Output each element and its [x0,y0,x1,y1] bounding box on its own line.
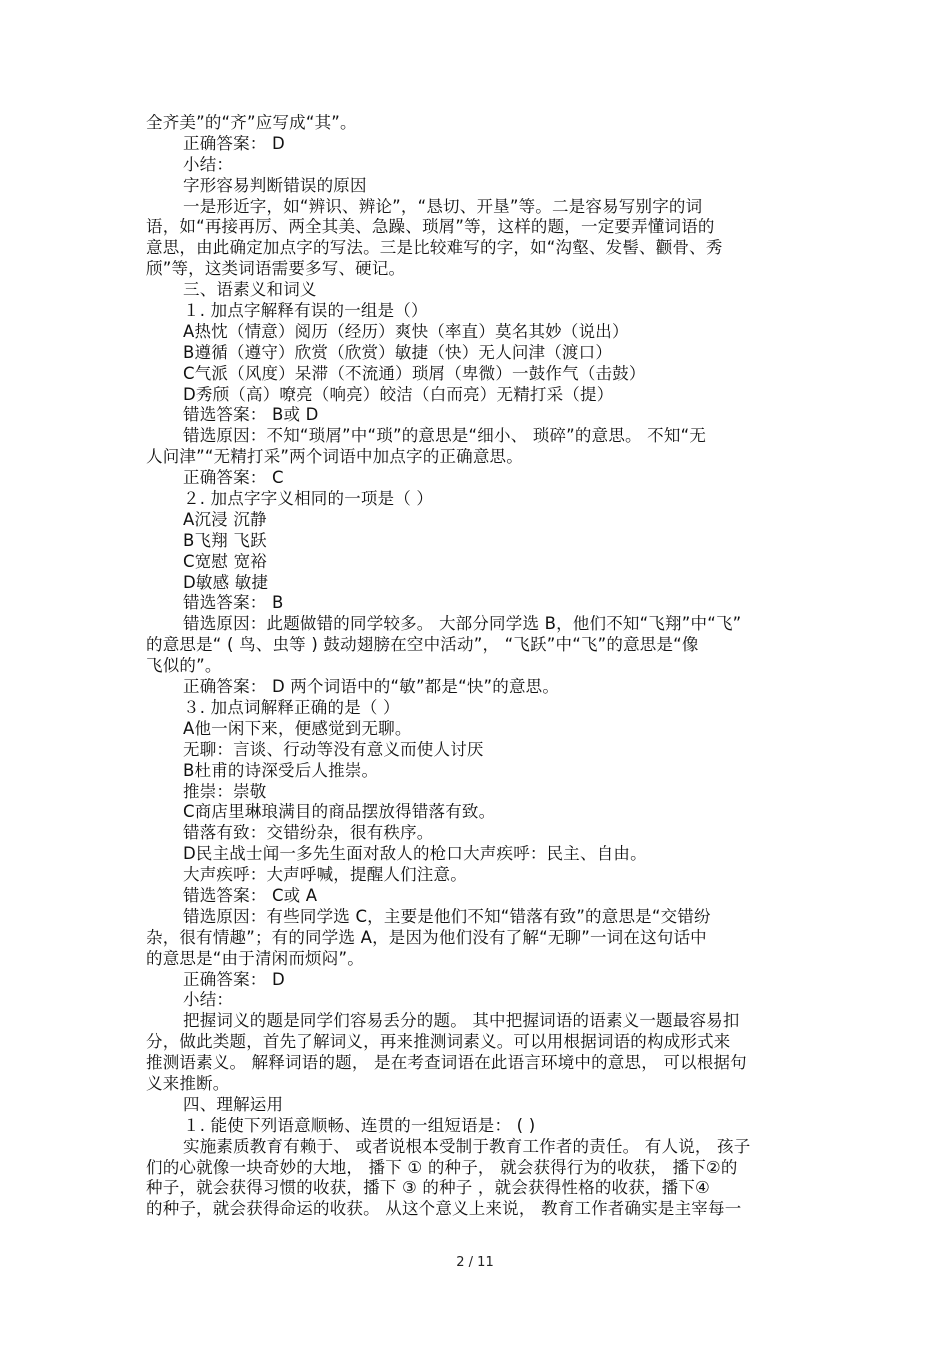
text-line: 分，做此类题，首先了解词义，再来推测词素义。可以用根据词语的构成形式来 [146,1032,731,1052]
text-line: 小结： [183,990,234,1010]
text-line: 错选原因：有些同学选 C，主要是他们不知“错落有致”的意思是“交错纷 [183,906,711,926]
text-line: 实施素质教育有赖于、 或者说根本受制于教育工作者的责任。 有人说， 孩子 [183,1136,751,1156]
option-line: D民主战士闻一多先生面对敌人的枪口大声疾呼：民主、自由。 [183,844,647,864]
text-line: 人问津”“无精打采”两个词语中加点字的正确意思。 [146,447,523,467]
text-line: 义来推断。 [146,1073,230,1093]
section-heading: 四、理解运用 [183,1094,284,1114]
option-line: B飞翔 飞跃 [183,530,267,550]
option-line: A热忱（情意）阅历（经历）爽快（率直）莫名其妙（说出） [183,321,629,341]
option-line: A沉浸 沉静 [183,509,267,529]
text-line: 杂，很有情趣”；有的同学选 A，是因为他们没有了解“无聊”一词在这句话中 [146,927,707,947]
text-line: 飞似的”。 [146,656,222,676]
text-line: 大声疾呼：大声呼喊，提醒人们注意。 [183,865,467,885]
text-line: 错选原因：此题做错的同学较多。 大部分同学选 B，他们不知“飞翔”中“飞” [183,614,742,634]
text-line: 正确答案： D [183,133,285,153]
option-line: C宽慰 宽裕 [183,551,267,571]
text-line: 颀”等，这类词语需要多写、硬记。 [146,259,406,279]
correct-answer-line: 正确答案： D 两个词语中的“敏”都是“快”的意思。 [183,677,560,697]
option-line: B遵循（遵守）欣赏（欣赏）敏捷（快）无人问津（渡口） [183,342,613,362]
option-line: D敏感 敏捷 [183,572,269,592]
text-line: 意思，由此确定加点字的写法。三是比较难写的字，如“沟壑、发髻、颧骨、秀 [146,238,723,258]
document-body [146,113,816,1220]
text-line: 们的心就像一块奇妙的大地， 播下 ① 的种子， 就会获得行为的收获， 播下②的 [146,1157,738,1177]
text-line: 全齐美”的“齐”应写成“其”。 [146,113,357,132]
question-stem: ３. 加点词解释正确的是（ ） [183,697,400,717]
text-line: 种子，就会获得习惯的收获，播下 ③ 的种子 ，就会获得性格的收获，播下④ [146,1178,711,1198]
text-line: 一是形近字，如“辨识、辨论”，“恳切、开垦”等。二是容易写别字的词 [183,196,703,216]
question-stem: ２. 加点字字义相同的一项是（ ） [183,489,434,509]
option-line: C气派（风度）呆滞（不流通）琐屑（卑微）一鼓作气（击鼓） [183,363,646,383]
text-line: 无聊：言谈、行动等没有意义而使人讨厌 [183,739,484,759]
wrong-answer-line: 错选答案： C或 A [183,885,318,905]
text-line: 的种子，就会获得命运的收获。 从这个意义上来说， 教育工作者确实是主宰每一 [146,1199,742,1219]
correct-answer-line: 正确答案： C [183,468,284,488]
page-number: 2 / 11 [456,1255,494,1270]
question-stem: １. 能使下列语意顺畅、连贯的一组短语是： ( ) [183,1115,536,1135]
wrong-answer-line: 错选答案： B或 D [183,405,319,425]
text-line: 字形容易判断错误的原因 [183,175,367,195]
text-line: 的意思是“ ( 鸟、虫等 ) 鼓动翅膀在空中活动”， “飞跃”中“飞”的意思是“像 [146,635,699,655]
correct-answer-line: 正确答案： D [183,969,285,989]
text-line: 语，如“再接再厉、两全其美、急躁、琐屑”等，这样的题，一定要弄懂词语的 [146,217,715,237]
text-line: 推崇：崇敬 [183,781,267,801]
text-line: 错选原因：不知“琐屑”中“琐”的意思是“细小、 琐碎”的意思。 不知“无 [183,426,707,446]
text-line: 把握词义的题是同学们容易丢分的题。 其中把握词语的语素义一题最容易扣 [183,1011,740,1031]
option-line: C商店里琳琅满目的商品摆放得错落有致。 [183,802,496,822]
text-line: 错落有致：交错纷杂，很有秩序。 [183,823,434,843]
section-heading: 三、语素义和词义 [183,280,317,300]
option-line: D秀颀（高）嘹亮（响亮）皎洁（白而亮）无精打采（提） [183,384,614,404]
text-line: 推测语素义。 解释词语的题， 是在考查词语在此语言环境中的意思， 可以根据句 [146,1053,747,1073]
option-line: A他一闲下来，便感觉到无聊。 [183,718,412,738]
text-line: 小结： [183,154,234,174]
option-line: B杜甫的诗深受后人推崇。 [183,760,379,780]
wrong-answer-line: 错选答案： B [183,593,284,613]
question-stem: １. 加点字解释有误的一组是（） [183,301,428,321]
text-line: 的意思是“由于清闲而烦闷”。 [146,948,364,968]
